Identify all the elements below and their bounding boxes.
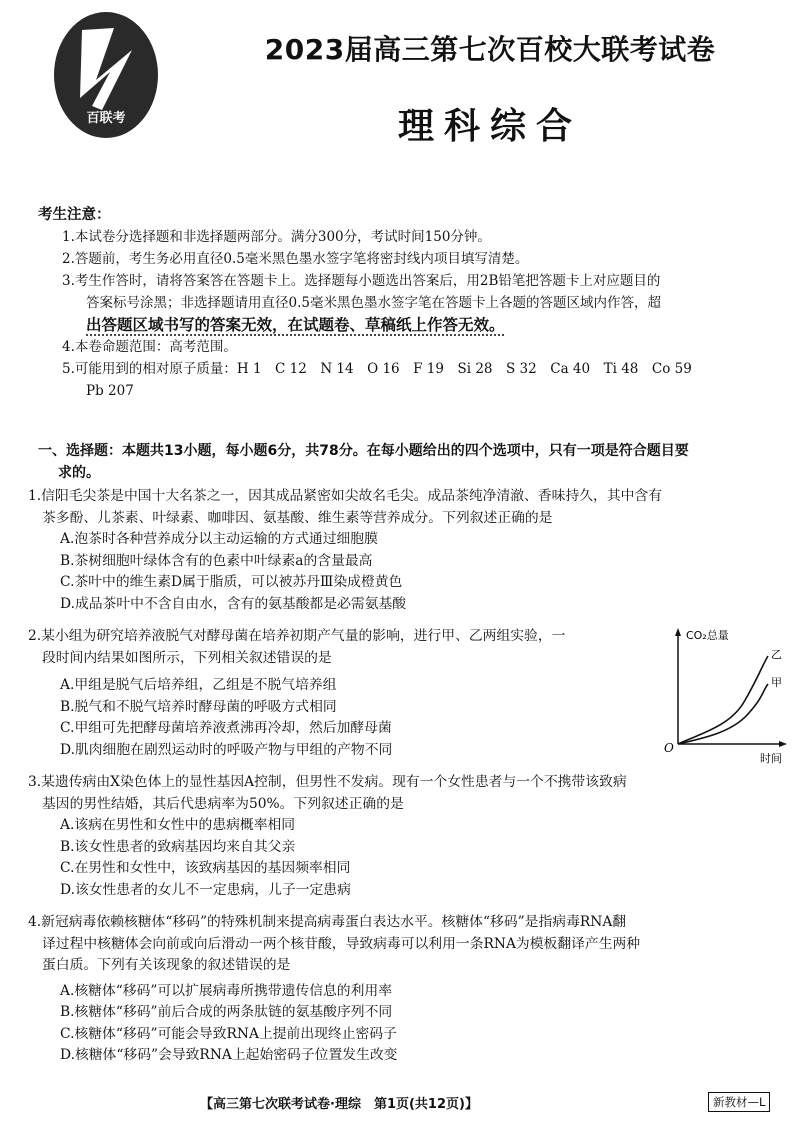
edition-badge: 新教材—L	[708, 1092, 770, 1112]
option-c: C.核糖体“移码”可能会导致RNA上提前出现终止密码子	[60, 1025, 397, 1042]
question-stem: 1.信阳毛尖茶是中国十大名茶之一，因其成品紧密如尖故名毛尖。成品茶纯净清澈、香味持久，其中含有	[28, 488, 663, 504]
question-4	[28, 912, 786, 1067]
section-header	[38, 440, 784, 484]
exam-logo	[52, 10, 160, 140]
note-item-emphasis: 出答题区域书写的答案无效，在试题卷、草稿纸上作答无效。	[86, 316, 505, 334]
y-axis-label: CO₂总量	[686, 629, 729, 642]
x-axis-arrow	[779, 741, 787, 747]
curve-yi-label: 乙	[771, 648, 782, 661]
option-c: C.在男性和女性中，该致病基因的基因频率相同	[60, 860, 351, 876]
option-a: A.甲组是脱气后培养组，乙组是不脱气培养组	[60, 677, 337, 693]
notes-heading: 考生注意：	[38, 207, 111, 223]
page-footer: 【高三第七次联考试卷·理综 第1页(共12页)】	[200, 1097, 478, 1112]
question-2	[28, 626, 668, 761]
option-b: B.核糖体“移码”前后合成的两条肽链的氨基酸序列不同	[60, 1004, 393, 1020]
question-stem: 茶多酚、儿茶素、叶绿素、咖啡因、氨基酸、维生素等营养成分。下列叙述正确的是	[42, 509, 553, 526]
option-d: D.核糖体“移码”会导致RNA上起始密码子位置发生改变	[60, 1047, 398, 1063]
question-stem: 2.某小组为研究培养液脱气对酵母菌在培养初期产气量的影响，进行甲、乙两组实验，一	[28, 628, 566, 644]
question-stem: 段时间内结果如图所示，下列相关叙述错误的是	[42, 649, 332, 666]
option-a: A.该病在男性和女性中的患病概率相同	[60, 817, 296, 833]
option-d: D.该女性患者的女儿不一定患病，儿子一定患病	[60, 881, 351, 898]
note-item: 2.答题前，考生务必用直径0.5毫米黑色墨水签字笔将密封线内项目填写清楚。	[62, 251, 529, 267]
option-c: C.茶叶中的维生素D属于脂质，可以被苏丹Ⅲ染成橙黄色	[60, 574, 403, 590]
option-d: D.肌肉细胞在剧烈运动时的呼吸产物与甲组的产物不同	[60, 741, 393, 758]
option-a: A.泡茶时各种营养成分以主动运输的方式通过细胞膜	[60, 531, 378, 547]
question-stem: 4.新冠病毒依赖核糖体“移码”的特殊机制来提高病毒蛋白表达水平。核糖体“移码”是指病毒RNA翻	[28, 914, 627, 930]
question-stem: 3.某遗传病由X染色体上的显性基因A控制，但男性不发病。现有一个女性患者与一个不携带该致病	[28, 774, 627, 790]
option-b: B.脱气和不脱气培养时酵母菌的呼吸方式相同	[60, 698, 337, 715]
option-a: A.核糖体“移码”可以扩展病毒所携带遗传信息的利用率	[60, 982, 392, 999]
exam-notes	[38, 204, 784, 402]
y-axis-arrow	[675, 628, 681, 636]
co2-time-graph	[660, 626, 788, 768]
logo-text: 百联考	[86, 111, 126, 126]
exam-subject: 理科综合	[397, 106, 582, 147]
option-d: D.成品茶叶中不含自由水，含有的氨基酸都是必需氨基酸	[60, 595, 407, 612]
question-stem: 基因的男性结婚，其后代患病率为50%。下列叙述正确的是	[42, 795, 404, 812]
note-item: 1.本试卷分选择题和非选择题两部分。满分300分，考试时间150分钟。	[62, 229, 491, 245]
section-line: 一、选择题：本题共13小题，每小题6分，共78分。在每小题给出的四个选项中，只有一项是符合题目要	[38, 443, 689, 459]
option-c: C.甲组可先把酵母菌培养液煮沸再冷却，然后加酵母菌	[60, 720, 392, 736]
section-line: 求的。	[58, 465, 100, 481]
note-item: 3.考生作答时，请将答案答在答题卡上。选择题每小题选出答案后，用2B铅笔把答题卡上对应题目的	[62, 273, 661, 289]
question-stem: 蛋白质。下列有关该现象的叙述错误的是	[42, 957, 291, 973]
question-1	[28, 486, 786, 615]
origin-label: O	[664, 741, 674, 755]
x-axis-label: 时间	[760, 752, 782, 765]
note-item: 5.可能用到的相对原子质量：H 1 C 12 N 14 O 16 F 19 Si 28 S 32 Ca 40 Ti 48 Co 59	[62, 361, 692, 377]
option-b: B.该女性患者的致病基因均来自其父亲	[60, 838, 296, 855]
question-3	[28, 772, 786, 901]
exam-title: 2023届高三第七次百校大联考试卷	[264, 33, 716, 66]
note-item: 4.本卷命题范围：高考范围。	[62, 339, 237, 355]
note-item: 答案标号涂黑；非选择题请用直径0.5毫米黑色墨水签字笔在答题卡上各题的答题区域内作答，超	[86, 295, 661, 311]
curve-jia-label: 甲	[771, 676, 782, 689]
note-item: Pb 207	[86, 383, 134, 399]
curve-jia	[678, 684, 768, 744]
question-stem: 译过程中核糖体会向前或向后滑动一两个核苷酸，导致病毒可以利用一条RNA为模板翻译产生两种	[42, 935, 641, 952]
option-b: B.茶树细胞叶绿体含有的色素中叶绿素a的含量最高	[60, 552, 373, 569]
